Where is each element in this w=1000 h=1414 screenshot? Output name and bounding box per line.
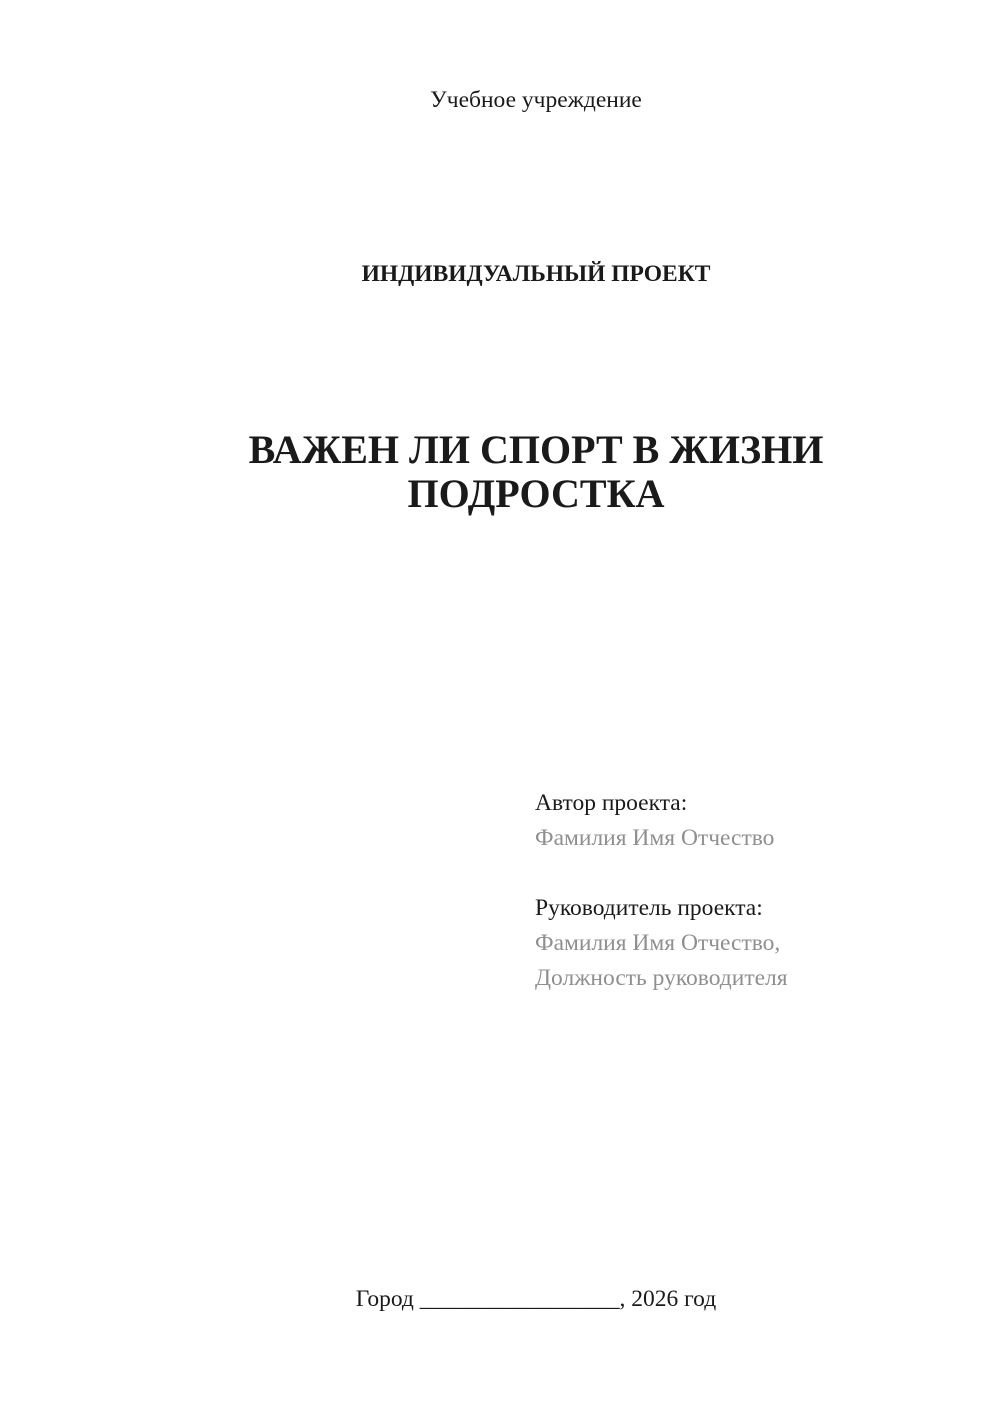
supervisor-label: Руководитель проекта: <box>535 895 763 921</box>
project-title: ВАЖЕН ЛИ СПОРТ В ЖИЗНИ ПОДРОСТКА <box>248 427 824 516</box>
footer-city-label: Город <box>355 1286 414 1312</box>
credits-block <box>535 786 788 996</box>
project-type-heading: ИНДИВИДУАЛЬНЫЙ ПРОЕКТ <box>361 261 711 287</box>
author-section <box>535 786 788 856</box>
institution-name: Учебное учреждение <box>430 87 642 113</box>
supervisor-name-placeholder: Фамилия Имя Отчество, <box>535 930 781 956</box>
author-label: Автор проекта: <box>535 790 688 816</box>
footer-year: , 2026 год <box>619 1286 717 1312</box>
author-name-placeholder: Фамилия Имя Отчество <box>535 825 775 851</box>
footer-city-year <box>143 1286 929 1313</box>
supervisor-section <box>535 891 788 996</box>
footer-blank-line: _________________ <box>419 1286 620 1312</box>
supervisor-position-placeholder: Должность руководителя <box>535 965 788 991</box>
